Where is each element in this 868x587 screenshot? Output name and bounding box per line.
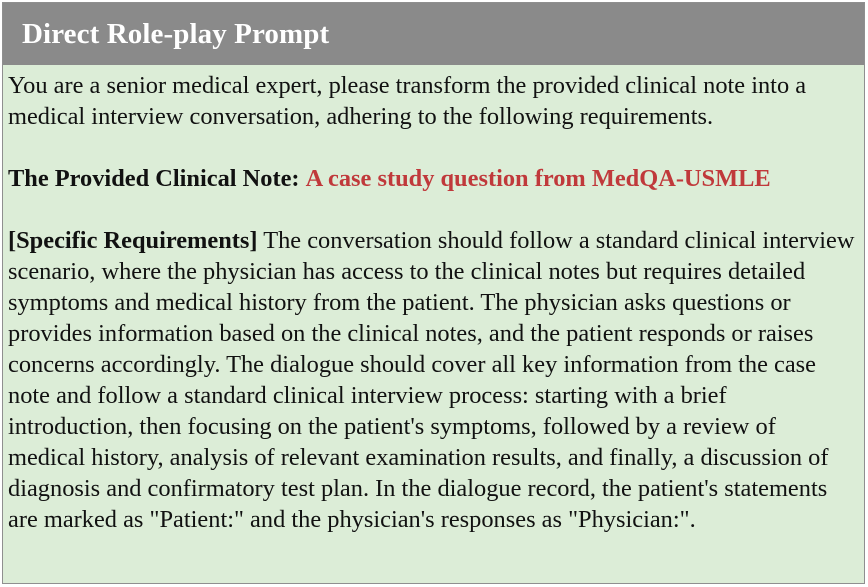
spacer xyxy=(8,194,856,225)
card-body xyxy=(3,65,864,535)
prompt-card xyxy=(2,2,865,584)
clinical-note-label: The Provided Clinical Note: xyxy=(8,165,300,192)
intro-paragraph xyxy=(8,70,856,132)
clinical-note-value: A case study question from MedQA-USMLE xyxy=(305,165,771,192)
clinical-note-line xyxy=(8,163,856,194)
card-header xyxy=(3,3,864,65)
requirements-text: The conversation should follow a standard clinical interview scenario, where the physician has access to the clinical notes but requires detailed symptoms and medical history from the patient. The physician asks questions or provides information based on the clinical notes, and the patient responds or raises concerns accordingly. The dialogue should cover all key information from the case note and follow a standard clinical interview process: starting with a brief introduction, then focusing on the patient's symptoms, followed by a review of medical history, analysis of relevant examination results, and finally, a discussion of diagnosis and confirmatory test plan. In the dialogue record, the patient's statements are marked as "Patient:" and the physician's responses as "Physician:". xyxy=(8,227,855,533)
spacer xyxy=(8,132,856,163)
requirements-label: [Specific Requirements] xyxy=(8,227,258,254)
intro-text: You are a senior medical expert, please transform the provided clinical note into a medical interview conversation, adhering to the following requirements. xyxy=(8,72,807,130)
card-title: Direct Role-play Prompt xyxy=(22,17,330,50)
requirements-paragraph xyxy=(8,225,856,535)
